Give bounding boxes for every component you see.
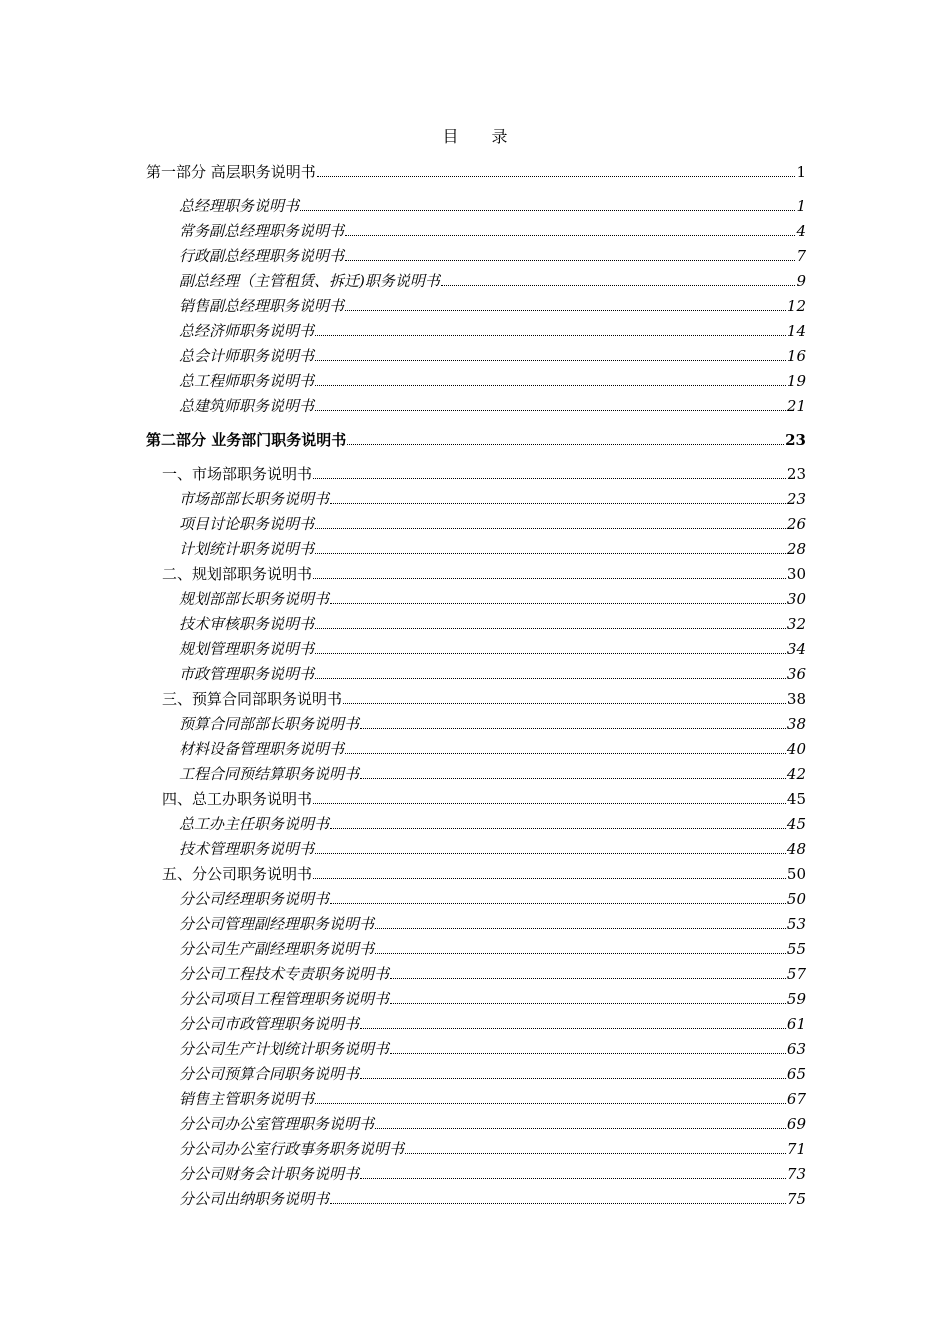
toc-dot-leader: [360, 1078, 786, 1079]
toc-entry-page: 57: [786, 965, 806, 983]
toc-dot-leader: [343, 703, 786, 704]
toc-entry[interactable]: [146, 1062, 806, 1084]
toc-entry[interactable]: [146, 394, 806, 416]
toc-entry-page: 21: [786, 397, 806, 415]
toc-entry-label: 总会计师职务说明书: [179, 347, 315, 365]
toc-entry-page: 69: [786, 1115, 806, 1133]
toc-entry-label: 规划部部长职务说明书: [179, 590, 330, 608]
toc-entry[interactable]: [146, 1012, 806, 1034]
toc-entry-page: 45: [786, 815, 806, 833]
toc-entry-label: 分公司办公室行政事务职务说明书: [179, 1140, 405, 1158]
toc-entry[interactable]: [146, 887, 806, 909]
toc-entry[interactable]: [146, 1087, 806, 1109]
toc-entry[interactable]: [146, 562, 806, 584]
toc-entry[interactable]: [146, 737, 806, 759]
toc-entry[interactable]: [146, 937, 806, 959]
toc-dot-leader: [315, 335, 786, 336]
toc-dot-leader: [390, 1053, 786, 1054]
toc-entry[interactable]: [146, 687, 806, 709]
toc-entry-page: 9: [796, 272, 806, 290]
toc-entry[interactable]: [146, 319, 806, 341]
toc-entry-label: 分公司生产副经理职务说明书: [179, 940, 375, 958]
toc-entry-page: 50: [786, 890, 806, 908]
toc-entry[interactable]: [146, 160, 806, 182]
toc-entry-page: 53: [786, 915, 806, 933]
toc-dot-leader: [315, 628, 786, 629]
toc-entry-page: 38: [786, 690, 806, 708]
toc-entry-label: 常务副总经理职务说明书: [179, 222, 345, 240]
toc-entry-page: 16: [786, 347, 806, 365]
toc-dot-leader: [330, 903, 786, 904]
toc-entry[interactable]: [146, 194, 806, 216]
toc-dot-leader: [330, 503, 786, 504]
toc-dot-leader: [347, 444, 784, 445]
toc-entry-page: 61: [786, 1015, 806, 1033]
toc-entry-label: 三、预算合同部职务说明书: [162, 690, 343, 708]
toc-dot-leader: [313, 578, 786, 579]
toc-dot-leader: [390, 978, 786, 979]
toc-entry-label: 分公司项目工程管理职务说明书: [179, 990, 390, 1008]
toc-entry-page: 67: [786, 1090, 806, 1108]
toc-entry[interactable]: [146, 712, 806, 734]
toc-entry-page: 23: [786, 465, 806, 483]
toc-dot-leader: [390, 1003, 786, 1004]
toc-dot-leader: [300, 210, 795, 211]
toc-entry[interactable]: [146, 428, 806, 450]
toc-dot-leader: [315, 410, 786, 411]
toc-entry-page: 38: [786, 715, 806, 733]
toc-entry[interactable]: [146, 487, 806, 509]
toc-entry-page: 63: [786, 1040, 806, 1058]
toc-entry-page: 34: [786, 640, 806, 658]
toc-dot-leader: [405, 1153, 786, 1154]
toc-entry-page: 42: [786, 765, 806, 783]
toc-dot-leader: [375, 928, 786, 929]
toc-dot-leader: [315, 853, 786, 854]
toc-entry[interactable]: [146, 612, 806, 634]
toc-entry-page: 30: [786, 590, 806, 608]
toc-entry-page: 1: [796, 197, 806, 215]
toc-entry[interactable]: [146, 344, 806, 366]
toc-dot-leader: [360, 728, 786, 729]
toc-entry[interactable]: [146, 244, 806, 266]
toc-entry-page: 75: [786, 1190, 806, 1208]
toc-entry[interactable]: [146, 1037, 806, 1059]
toc-dot-leader: [317, 176, 796, 177]
toc-entry-label: 总工程师职务说明书: [179, 372, 315, 390]
toc-entry-label: 预算合同部部长职务说明书: [179, 715, 360, 733]
toc-entry-label: 第一部分 高层职务说明书: [146, 163, 316, 181]
toc-entry-label: 分公司预算合同职务说明书: [179, 1065, 360, 1083]
toc-entry[interactable]: [146, 1187, 806, 1209]
toc-entry-label: 分公司出纳职务说明书: [179, 1190, 330, 1208]
toc-dot-leader: [313, 803, 786, 804]
toc-entry[interactable]: [146, 787, 806, 809]
toc-entry-label: 行政副总经理职务说明书: [179, 247, 345, 265]
toc-entry-label: 分公司经理职务说明书: [179, 890, 330, 908]
toc-entry-page: 65: [786, 1065, 806, 1083]
toc-entry-page: 14: [786, 322, 806, 340]
toc-dot-leader: [441, 285, 796, 286]
toc-dot-leader: [375, 953, 786, 954]
toc-dot-leader: [330, 603, 786, 604]
toc-entry[interactable]: [146, 219, 806, 241]
toc-entry-label: 分公司市政管理职务说明书: [179, 1015, 360, 1033]
toc-entry-page: 28: [786, 540, 806, 558]
toc-entry-page: 12: [786, 297, 806, 315]
toc-entry-page: 48: [786, 840, 806, 858]
toc-entry-label: 规划管理职务说明书: [179, 640, 315, 658]
toc-dot-leader: [345, 260, 795, 261]
toc-entry[interactable]: [146, 369, 806, 391]
toc-entry-label: 总工办主任职务说明书: [179, 815, 330, 833]
toc-entry-label: 技术审核职务说明书: [179, 615, 315, 633]
toc-dot-leader: [315, 360, 786, 361]
toc-entry[interactable]: [146, 1162, 806, 1184]
toc-entry-label: 工程合同预结算职务说明书: [179, 765, 360, 783]
toc-title: 目 录: [442, 127, 522, 146]
toc-entry-label: 二、规划部职务说明书: [162, 565, 313, 583]
toc-dot-leader: [315, 678, 786, 679]
toc-entry-page: 7: [796, 247, 806, 265]
toc-entry-page: 32: [786, 615, 806, 633]
toc-entry-page: 50: [786, 865, 806, 883]
toc-entry-page: 30: [786, 565, 806, 583]
toc-entry-page: 55: [786, 940, 806, 958]
toc-entry[interactable]: [146, 762, 806, 784]
toc-entry-page: 45: [786, 790, 806, 808]
toc-entry-label: 技术管理职务说明书: [179, 840, 315, 858]
toc-entry-label: 市场部部长职务说明书: [179, 490, 330, 508]
toc-entry[interactable]: [146, 537, 806, 559]
toc-entry[interactable]: [146, 662, 806, 684]
toc-entry[interactable]: [146, 837, 806, 859]
toc-entry-label: 项目讨论职务说明书: [179, 515, 315, 533]
toc-entry[interactable]: [146, 862, 806, 884]
toc-entry-label: 分公司生产计划统计职务说明书: [179, 1040, 390, 1058]
toc-dot-leader: [330, 828, 786, 829]
toc-entry-label: 分公司办公室管理职务说明书: [179, 1115, 375, 1133]
toc-entry-page: 73: [786, 1165, 806, 1183]
toc-entry-label: 总经理职务说明书: [179, 197, 300, 215]
toc-entry[interactable]: [146, 812, 806, 834]
toc-entry[interactable]: [146, 294, 806, 316]
toc-dot-leader: [315, 528, 786, 529]
toc-entry-label: 分公司工程技术专责职务说明书: [179, 965, 390, 983]
toc-dot-leader: [345, 235, 795, 236]
toc-dot-leader: [360, 1178, 786, 1179]
toc-dot-leader: [375, 1128, 786, 1129]
toc-entry-label: 材料设备管理职务说明书: [179, 740, 345, 758]
toc-entry-label: 计划统计职务说明书: [179, 540, 315, 558]
toc-entry-label: 分公司管理副经理职务说明书: [179, 915, 375, 933]
toc-entry-label: 副总经理（主管租赁、拆迁)职务说明书: [179, 272, 440, 290]
toc-dot-leader: [313, 878, 786, 879]
toc-entry-label: 一、市场部职务说明书: [162, 465, 313, 483]
toc-entry[interactable]: [146, 962, 806, 984]
toc-entry-page: 23: [785, 431, 806, 449]
toc-entry-page: 71: [786, 1140, 806, 1158]
toc-entry-page: 36: [786, 665, 806, 683]
toc-entry-label: 第二部分 业务部门职务说明书: [146, 431, 347, 449]
toc-entry[interactable]: [146, 587, 806, 609]
toc-entry-label: 分公司财务会计职务说明书: [179, 1165, 360, 1183]
toc-dot-leader: [315, 653, 786, 654]
toc-dot-leader: [315, 385, 786, 386]
toc-entry-label: 总建筑师职务说明书: [179, 397, 315, 415]
toc-entry-label: 四、总工办职务说明书: [162, 790, 313, 808]
toc-entry[interactable]: [146, 987, 806, 1009]
toc-dot-leader: [360, 1028, 786, 1029]
toc-entry-page: 1: [796, 163, 806, 181]
toc-entry[interactable]: [146, 269, 806, 291]
toc-dot-leader: [330, 1203, 786, 1204]
toc-entry-label: 销售副总经理职务说明书: [179, 297, 345, 315]
toc-entry[interactable]: [146, 912, 806, 934]
toc-dot-leader: [360, 778, 786, 779]
toc-dot-leader: [345, 310, 786, 311]
toc-dot-leader: [345, 753, 786, 754]
toc-entry[interactable]: [146, 1112, 806, 1134]
toc-entry-label: 五、分公司职务说明书: [162, 865, 313, 883]
toc-entry[interactable]: [146, 462, 806, 484]
toc-entry-page: 19: [786, 372, 806, 390]
toc-entry-label: 总经济师职务说明书: [179, 322, 315, 340]
toc-entry-page: 23: [786, 490, 806, 508]
toc-entry-page: 26: [786, 515, 806, 533]
toc-entry[interactable]: [146, 1137, 806, 1159]
toc-entry-page: 59: [786, 990, 806, 1008]
toc-dot-leader: [315, 1103, 786, 1104]
toc-dot-leader: [313, 478, 786, 479]
toc-entry-page: 4: [796, 222, 806, 240]
toc-entry[interactable]: [146, 512, 806, 534]
toc-entry-label: 市政管理职务说明书: [179, 665, 315, 683]
toc-entry-label: 销售主管职务说明书: [179, 1090, 315, 1108]
toc-entry[interactable]: [146, 637, 806, 659]
toc-entry-page: 40: [786, 740, 806, 758]
toc-dot-leader: [315, 553, 786, 554]
